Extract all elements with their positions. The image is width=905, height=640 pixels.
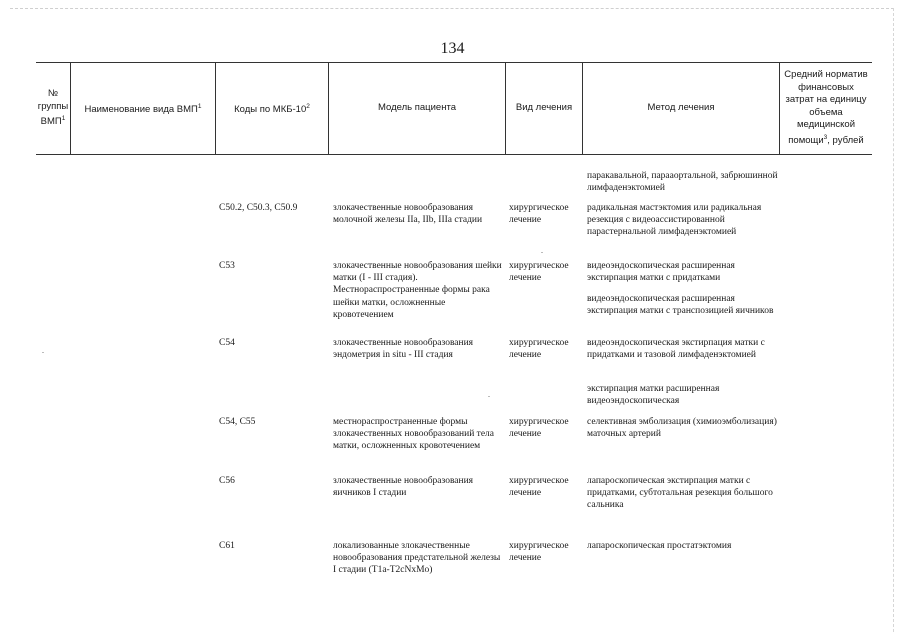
scan-speck bbox=[42, 352, 44, 353]
scan-speck bbox=[488, 396, 490, 397]
row-2-method: видеоэндоскопическая расширенная экстирпация матки с придатками bbox=[587, 261, 735, 284]
row-8-model: локализованные злокачественные новообразования предстательной железы I стадии (T1a-T2cNxMo) bbox=[333, 541, 501, 576]
row-2-model: злокачественные новообразования шейки матки (I - III стадия). Местнораспространенные формы рака шейки матки, осложненные кровотечением bbox=[333, 261, 502, 320]
row-8-codes: C61 bbox=[219, 541, 235, 551]
row-7-model: злокачественные новообразования яичников I стадии bbox=[333, 476, 474, 499]
row-4-type: хирургическое лечение bbox=[509, 338, 569, 361]
header-treatment-method: Метод лечения bbox=[583, 63, 780, 154]
table-header bbox=[36, 62, 872, 155]
row-1-model: злокачественные новообразования молочной железы IIa, IIb, IIIa стадии bbox=[333, 203, 483, 226]
row-0-method: паракавальной, парааортальной, забрюшинной лимфаденэктомией bbox=[587, 171, 778, 194]
row-7-codes: C56 bbox=[219, 476, 235, 486]
header-icd-codes: Коды по МКБ-$10^2$ bbox=[216, 63, 329, 154]
page-number: 134 bbox=[440, 40, 465, 57]
row-4-codes: C54 bbox=[219, 338, 235, 348]
row-6-codes: C54, C55 bbox=[219, 417, 256, 427]
row-7-method: лапароскопическая экстирпация матки с придатками, субтотальная резекция большого сальника bbox=[587, 476, 773, 511]
header-financial-norm: Средний норматив финансовых затрат на единицу объема медицинской помощи$^3$, рублей bbox=[784, 69, 868, 147]
row-7-type: хирургическое лечение bbox=[509, 476, 569, 499]
row-2-type: хирургическое лечение bbox=[509, 261, 569, 284]
row-4-method: видеоэндоскопическая экстирпация матки с придатками и тазовой лимфаденэктомией bbox=[587, 338, 765, 361]
scan-speck bbox=[541, 252, 543, 253]
row-6-method: селективная эмболизация (химиоэмболизация) маточных артерий bbox=[587, 417, 777, 440]
row-8-method: лапароскопическая простатэктомия bbox=[587, 541, 732, 551]
header-name: Наименование вида ВМП$^1$ bbox=[71, 63, 216, 154]
row-5-method: экстирпация матки расширенная видеоэндоскопическая bbox=[587, 384, 720, 407]
row-3-method: видеоэндоскопическая расширенная экстирпация матки с транспозицией яичников bbox=[587, 294, 774, 317]
header-group-number: № группы ВМП$^1$ bbox=[36, 63, 71, 154]
row-1-type: хирургическое лечение bbox=[509, 203, 569, 226]
header-treatment-type: Вид лечения bbox=[506, 63, 583, 154]
row-8-type: хирургическое лечение bbox=[509, 541, 569, 564]
header-patient-model: Модель пациента bbox=[329, 63, 506, 154]
row-1-codes: C50.2, C50.3, C50.9 bbox=[219, 203, 298, 213]
row-4-model: злокачественные новообразования эндометрия in situ - III стадия bbox=[333, 338, 474, 361]
row-1-method: радикальная мастэктомия или радикальная резекция с видеоассистированной парастернальной лимфаденэктомией bbox=[587, 203, 762, 238]
row-6-type: хирургическое лечение bbox=[509, 417, 569, 440]
row-2-codes: C53 bbox=[219, 261, 235, 271]
row-6-model: местнораспространенные формы злокачественных новообразований тела матки, осложненных кровотечением bbox=[333, 417, 495, 452]
